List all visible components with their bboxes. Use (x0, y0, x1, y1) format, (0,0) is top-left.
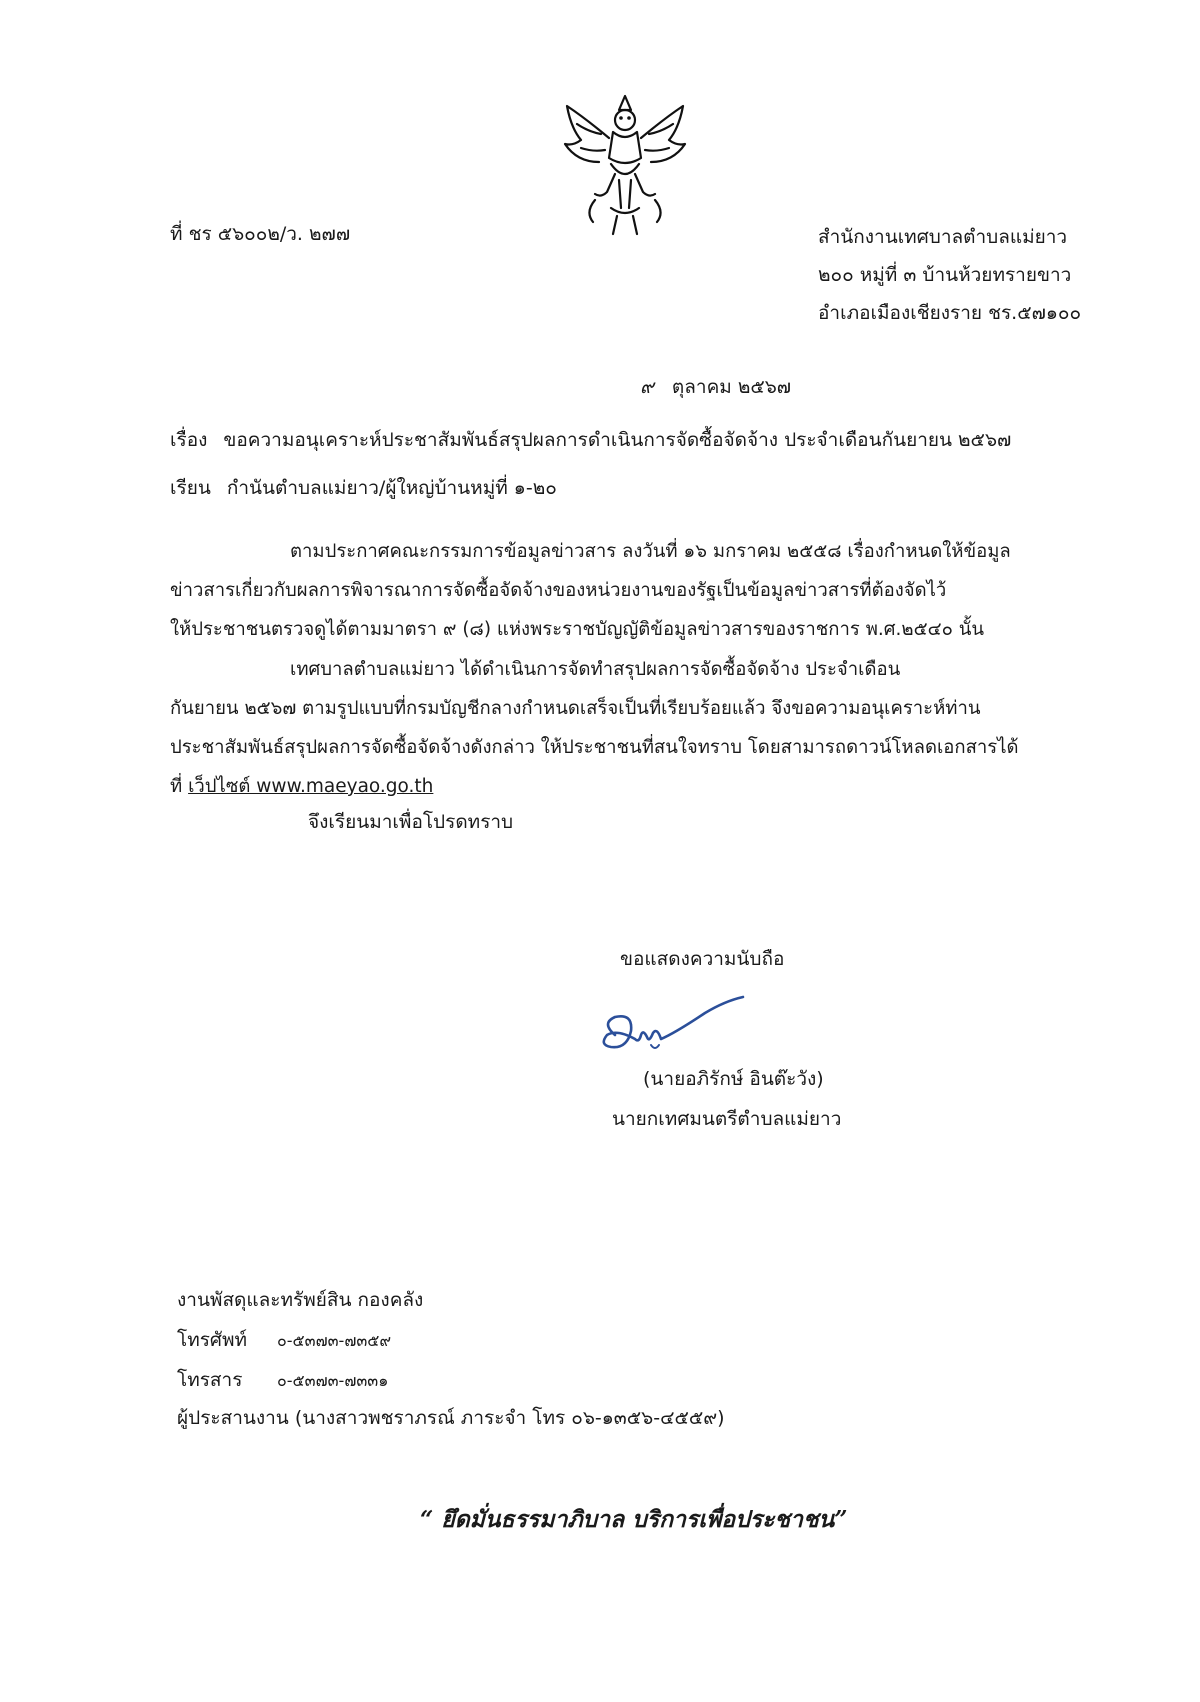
paragraph-line (170, 767, 1105, 806)
signer-position: นายกเทศมนตรีตำบลแม่ยาว (612, 1108, 842, 1130)
link-prefix: ที่ (170, 776, 183, 797)
subject-line (170, 428, 1011, 452)
garuda-emblem (555, 88, 695, 238)
coordinator: ผู้ประสานงาน (นางสาวพชราภรณ์ ภาระจำ โทร ๐๖-๑๓๕๖-๔๕๕๙) (177, 1407, 725, 1429)
office-address (818, 218, 1081, 332)
phone-number: ๐-๕๓๗๓-๗๓๕๙ (277, 1331, 392, 1350)
paragraph-line: กันยายน ๒๕๖๗ ตามรูปแบบที่กรมบัญชีกลางกำหนดเสร็จเป็นที่เรียบร้อยแล้ว จึงขอความอนุเคราะห์ท่าน (170, 698, 981, 719)
phone-row (177, 1328, 391, 1353)
salutation: ขอแสดงความนับถือ (620, 948, 785, 970)
fax-number: ๐-๕๓๗๓-๗๓๓๑ (277, 1371, 389, 1390)
subject-label: เรื่อง (170, 429, 208, 451)
recipient-text: กำนันตำบลแม่ยาว/ผู้ใหญ่บ้านหมู่ที่ ๑-๒๐ (226, 477, 557, 499)
date-month-year: ตุลาคม ๒๕๖๗ (671, 376, 792, 398)
body-paragraph-1 (170, 532, 1105, 649)
paragraph-line: ข่าวสารเกี่ยวกับผลการพิจารณาการจัดซื้อจัดจ้างของหน่วยงานของรัฐเป็นข้อมูลข่าวสารที่ต้องจัดไว้ (170, 580, 947, 601)
date-day: ๙ (640, 376, 654, 398)
recipient-line (170, 476, 557, 500)
subject-text: ขอความอนุเคราะห์ประชาสัมพันธ์สรุปผลการดำเนินการจัดซื้อจัดจ้าง ประจำเดือนกันยายน ๒๕๖๗ (223, 429, 1012, 451)
office-street: ๒๐๐ หมู่ที่ ๓ บ้านห้วยทรายขาว (818, 264, 1072, 286)
fax-label: โทรสาร (177, 1369, 243, 1391)
paragraph-line: เทศบาลตำบลแม่ยาว ได้ดำเนินการจัดทำสรุปผลการจัดซื้อจัดจ้าง ประจำเดือน (290, 659, 901, 680)
closing-sentence: จึงเรียนมาเพื่อโปรดทราบ (308, 811, 514, 833)
office-name: สำนักงานเทศบาลตำบลแม่ยาว (818, 226, 1068, 248)
document-date (640, 375, 791, 399)
paragraph-line: ให้ประชาชนตรวจดูได้ตามมาตรา ๙ (๘) แห่งพระราชบัญญัติข้อมูลข่าวสารของราชการ พ.ศ.๒๕๔๐ นั้น (170, 619, 985, 640)
recipient-label: เรียน (170, 477, 211, 499)
website-link[interactable]: เว็ปไซต์ www.maeyao.go.th (188, 776, 434, 797)
motto: “ ยึดมั่นธรรมาภิบาล บริการเพื่อประชาชน” (420, 1506, 848, 1533)
phone-label: โทรศัพท์ (177, 1329, 248, 1351)
body-paragraph-2 (170, 650, 1105, 806)
department: งานพัสดุและทรัพย์สิน กองคลัง (177, 1289, 424, 1311)
fax-row (177, 1368, 388, 1393)
handwritten-signature (555, 995, 755, 1077)
office-city: อำเภอเมืองเชียงราย ชร.๕๗๑๐๐ (818, 302, 1082, 324)
reference-number: ที่ ชร ๕๖๐๐๒/ว. ๒๗๗ (170, 223, 351, 245)
paragraph-line: ประชาสัมพันธ์สรุปผลการจัดซื้อจัดจ้างดังกล่าว ให้ประชาชนที่สนใจทราบ โดยสามารถดาวน์โหลดเอกสารได้ (170, 737, 1019, 758)
signer-name: (นายอภิรักษ์ อินต๊ะวัง) (643, 1068, 824, 1090)
paragraph-line: ตามประกาศคณะกรรมการข้อมูลข่าวสาร ลงวันที่ ๑๖ มกราคม ๒๕๕๘ เรื่องกำหนดให้ข้อมูล (290, 541, 1011, 562)
